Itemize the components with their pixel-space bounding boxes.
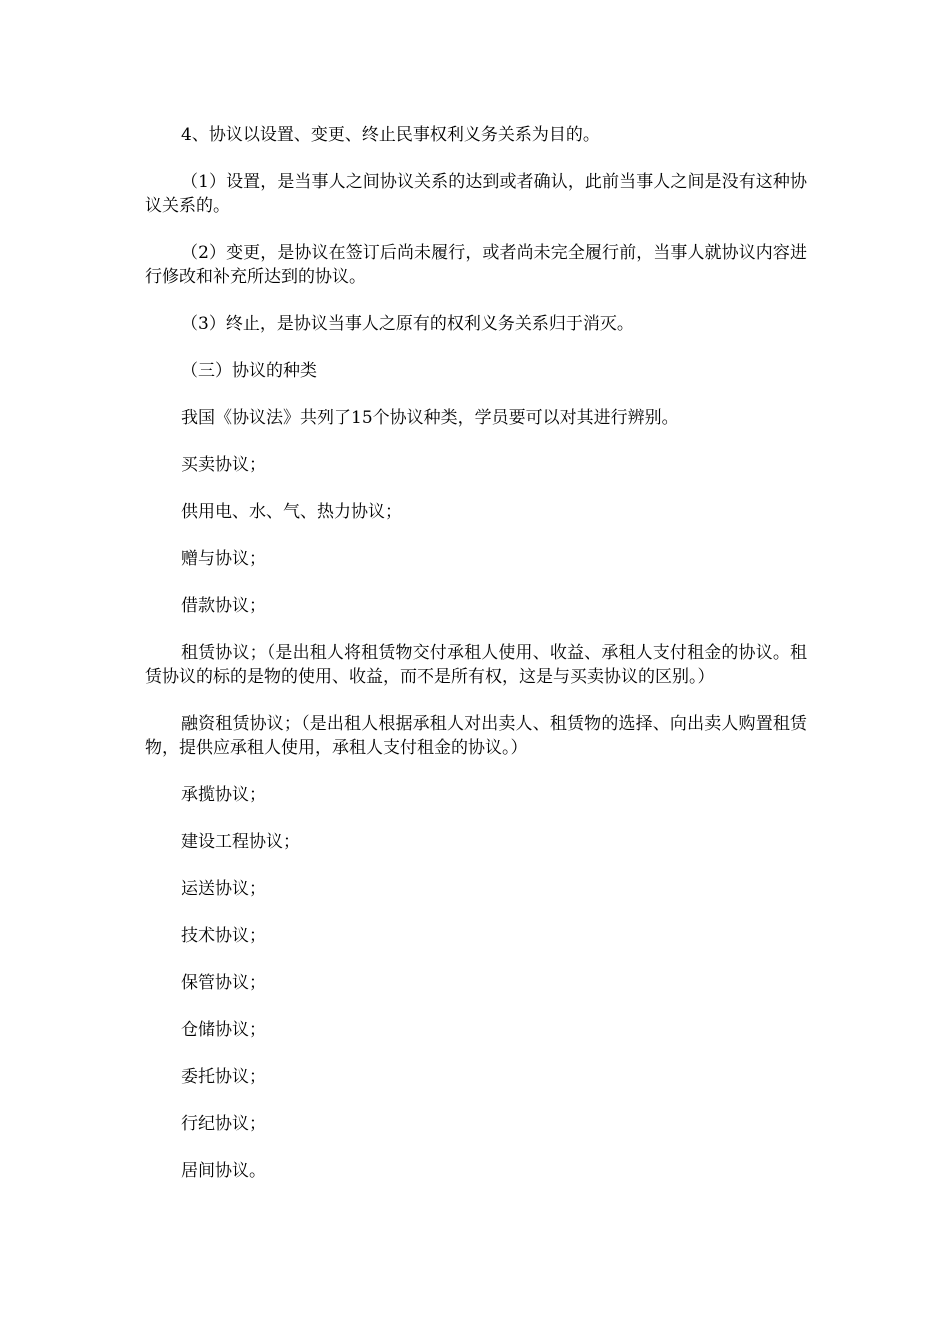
list-item-2: 供用电、水、气、热力协议；: [181, 502, 402, 522]
paragraph-1: 4、协议以设置、变更、终止民事权利义务关系为目的。: [181, 125, 600, 145]
list-item-4: 借款协议；: [181, 596, 266, 616]
list-item-13: 委托协议；: [181, 1067, 266, 1087]
paragraph-4: （3）终止，是协议当事人之原有的权利义务关系归于消灭。: [181, 314, 634, 334]
list-item-6: 融资租赁协议；（是出租人根据承租人对出卖人、租赁物的选择、向出卖人购置租赁物，提供应承租人使用，承租人支付租金的协议。）: [145, 714, 807, 758]
section-heading-contract-types: （三）协议的种类: [181, 361, 317, 381]
list-item-8: 建设工程协议；: [181, 832, 300, 852]
paragraph-3: （2）变更，是协议在签订后尚未履行，或者尚未完全履行前，当事人就协议内容进行修改和补充所达到的协议。: [145, 243, 807, 287]
document-body: [145, 123, 807, 1206]
list-item-11: 保管协议；: [181, 973, 266, 993]
list-item-1: 买卖协议；: [181, 455, 266, 475]
list-item-12: 仓储协议；: [181, 1020, 266, 1040]
list-item-15: 居间协议。: [181, 1161, 266, 1181]
list-item-5: 租赁协议；（是出租人将租赁物交付承租人使用、收益、承租人支付租金的协议。租赁协议的标的是物的使用、收益，而不是所有权，这是与买卖协议的区别。）: [145, 643, 807, 687]
list-item-7: 承揽协议；: [181, 785, 266, 805]
list-item-10: 技术协议；: [181, 926, 266, 946]
list-item-3: 赠与协议；: [181, 549, 266, 569]
paragraph-6: 我国《协议法》共列了15个协议种类，学员要可以对其进行辨别。: [181, 408, 679, 428]
paragraph-2: （1）设置，是当事人之间协议关系的达到或者确认，此前当事人之间是没有这种协议关系的。: [145, 172, 807, 216]
list-item-14: 行纪协议；: [181, 1114, 266, 1134]
list-item-9: 运送协议；: [181, 879, 266, 899]
